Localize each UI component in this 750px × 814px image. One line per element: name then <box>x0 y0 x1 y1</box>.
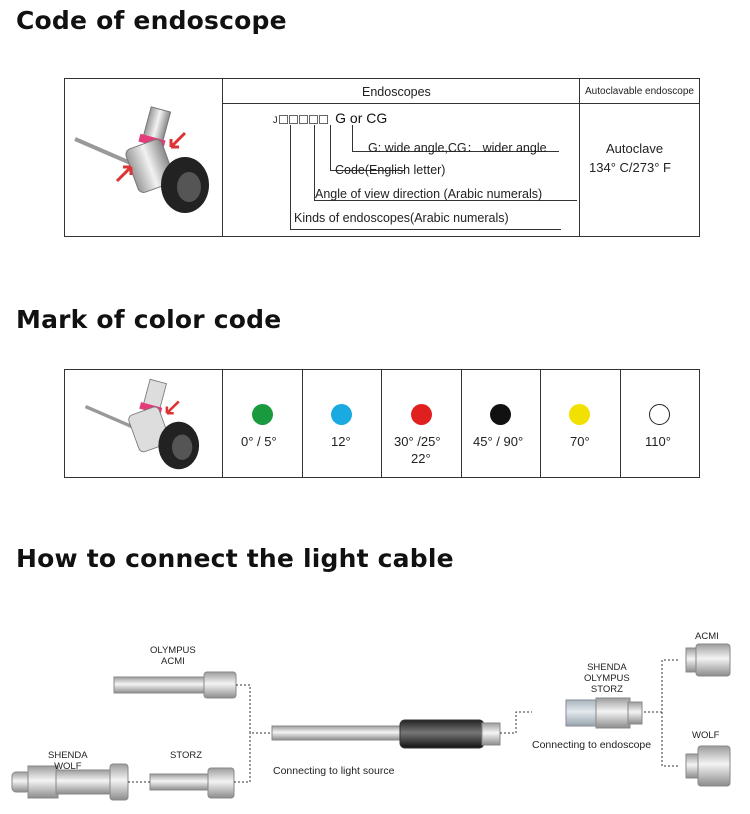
code-section-title: Code of endoscope <box>16 6 287 35</box>
color-label-45-90: 45° / 90° <box>473 434 524 449</box>
color-label-30-25: 30° /25° <box>394 434 441 449</box>
label-storz: STORZ <box>170 750 203 761</box>
color-dot-red <box>411 404 432 425</box>
color-dot-green <box>252 404 273 425</box>
color-dot-white <box>649 404 670 425</box>
code-line-angle: Angle of view direction (Arabic numerals) <box>315 187 543 201</box>
color-dot-yellow <box>569 404 590 425</box>
label-acmi: ACMI <box>695 631 719 642</box>
color-label-70: 70° <box>570 434 590 449</box>
code-line-g: G: wide angle,CG： wider angle <box>368 141 547 155</box>
label-olympus-acmi: OLYMPUS ACMI <box>150 645 196 667</box>
code-line-kinds: Kinds of endoscopes(Arabic numerals) <box>294 211 509 225</box>
endoscope-illustration <box>73 376 215 476</box>
cable-section-title: How to connect the light cable <box>16 544 454 573</box>
autoclave-temp: 134° C/273° F <box>589 160 671 175</box>
label-connect-endoscope: Connecting to endoscope <box>532 739 652 751</box>
color-label-0-5: 0° / 5° <box>241 434 277 449</box>
endoscope-code-table <box>64 78 700 237</box>
endoscope-illustration <box>73 103 215 221</box>
color-dot-black <box>490 404 511 425</box>
label-shenda-wolf: SHENDA WOLF <box>48 750 88 772</box>
code-pattern: J G or CG <box>273 110 388 126</box>
code-line-code: Code(English letter) <box>335 163 446 177</box>
header-autoclavable: Autoclavable endoscope <box>585 86 694 97</box>
label-connect-source: Connecting to light source <box>273 765 395 777</box>
header-endoscopes: Endoscopes <box>362 85 431 99</box>
label-wolf: WOLF <box>692 730 720 741</box>
color-label-110: 110° <box>645 434 671 449</box>
autoclave-label: Autoclave <box>606 141 664 156</box>
color-label-22: 22° <box>411 451 431 466</box>
light-cable-diagram <box>0 600 750 814</box>
color-section-title: Mark of color code <box>16 305 282 334</box>
label-shenda-olympus-storz: SHENDA OLYMPUS STORZ <box>584 662 630 695</box>
color-dot-blue <box>331 404 352 425</box>
color-label-12: 12° <box>331 434 351 449</box>
color-code-table <box>64 369 700 478</box>
